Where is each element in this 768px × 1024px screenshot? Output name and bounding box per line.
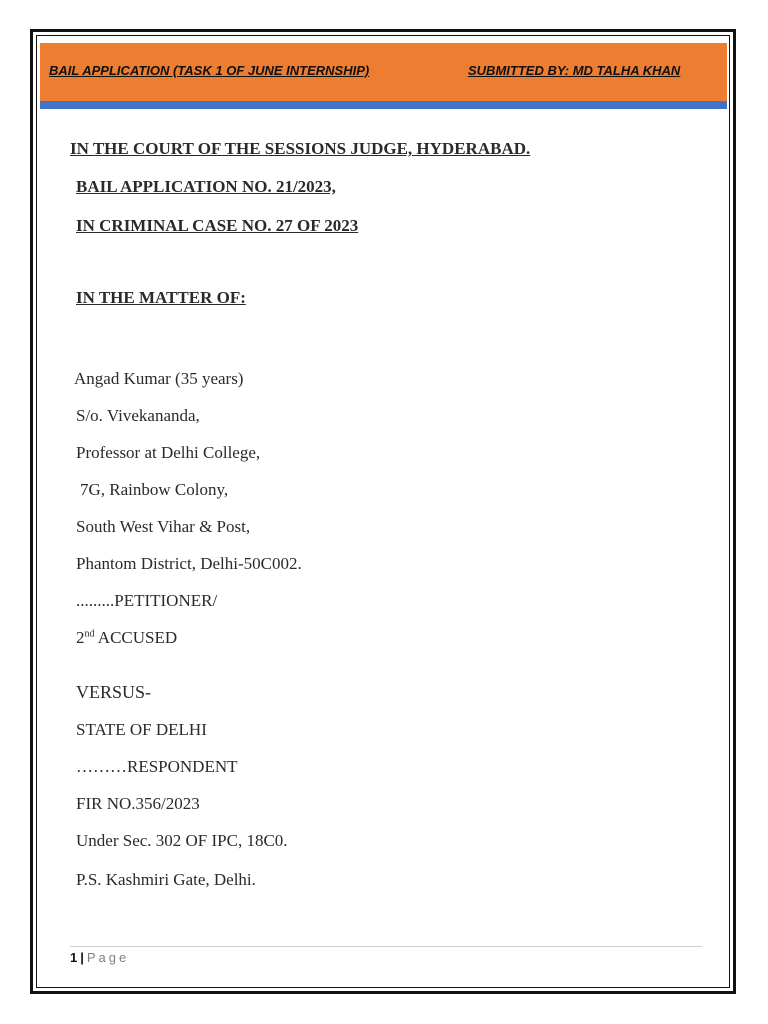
petitioner-role: .........PETITIONER/ bbox=[76, 591, 218, 610]
petitioner-address-line2: South West Vihar & Post, bbox=[76, 517, 251, 536]
court-heading: IN THE COURT OF THE SESSIONS JUDGE, HYDERABAD. bbox=[70, 139, 531, 158]
page-number: 1 bbox=[70, 950, 78, 965]
petitioner-name: Angad Kumar (35 years) bbox=[74, 369, 244, 388]
page-label: Page bbox=[86, 950, 130, 965]
header-title: BAIL APPLICATION (TASK 1 OF JUNE INTERNSHIP) bbox=[49, 63, 370, 78]
respondent-role: ………RESPONDENT bbox=[76, 757, 238, 776]
criminal-case-heading: IN CRIMINAL CASE NO. 27 OF 2023 bbox=[76, 216, 359, 235]
fir-number: FIR NO.356/2023 bbox=[76, 794, 200, 813]
ipc-section: Under Sec. 302 OF IPC, 18C0. bbox=[76, 831, 288, 850]
accused-label: ACCUSED bbox=[94, 628, 178, 647]
footer-separator: | bbox=[80, 950, 84, 965]
petitioner-parent: S/o. Vivekananda, bbox=[76, 406, 200, 425]
accused-ordinal-suffix: nd bbox=[84, 628, 95, 640]
footer-divider bbox=[70, 946, 702, 947]
accused-number: 2 bbox=[76, 628, 85, 647]
respondent-name: STATE OF DELHI bbox=[76, 720, 207, 739]
matter-heading: IN THE MATTER OF: bbox=[76, 288, 246, 307]
header-stripe bbox=[40, 101, 727, 109]
petitioner-address-line3: Phantom District, Delhi-50C002. bbox=[76, 554, 302, 573]
header-submitted-by: SUBMITTED BY: MD TALHA KHAN bbox=[468, 63, 681, 78]
accused-designation bbox=[76, 628, 177, 648]
bail-application-heading: BAIL APPLICATION NO. 21/2023, bbox=[76, 177, 336, 196]
versus-label: VERSUS- bbox=[76, 682, 152, 702]
petitioner-address-line1: 7G, Rainbow Colony, bbox=[80, 480, 229, 499]
petitioner-occupation: Professor at Delhi College, bbox=[76, 443, 261, 462]
police-station: P.S. Kashmiri Gate, Delhi. bbox=[76, 870, 256, 889]
page-footer bbox=[70, 950, 129, 965]
